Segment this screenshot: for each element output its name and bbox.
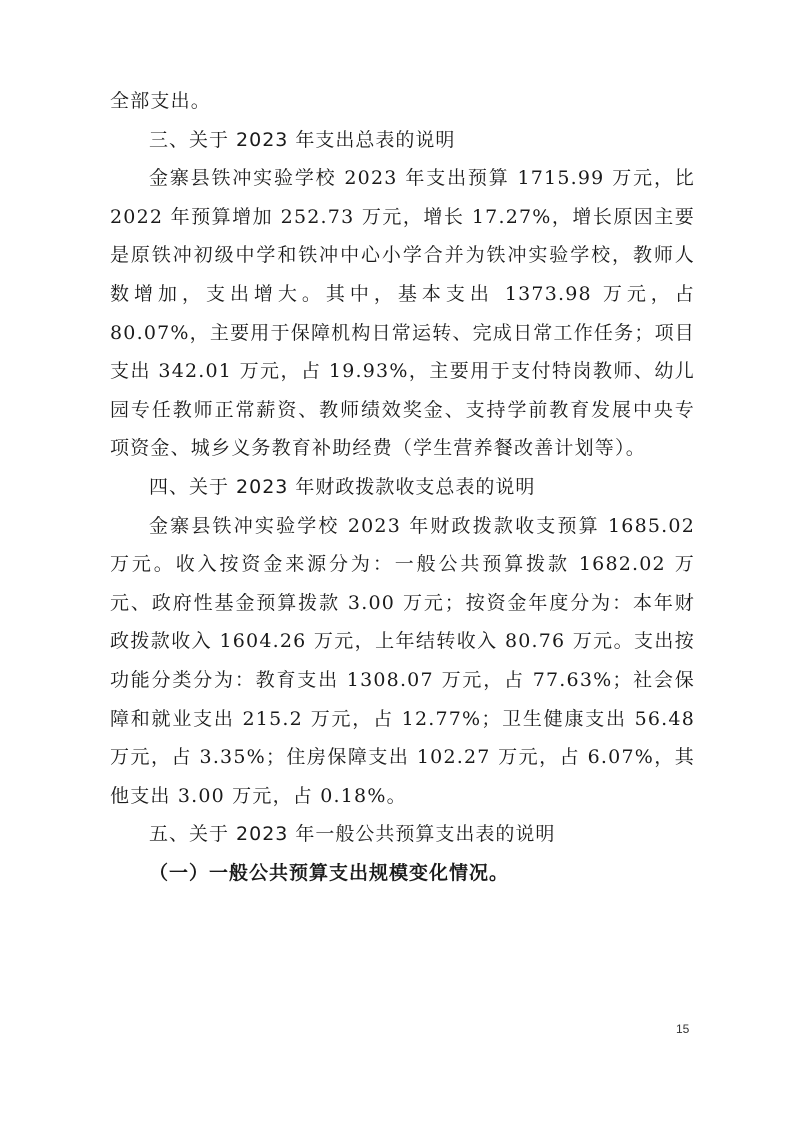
paragraph-continuation: 全部支出。 bbox=[110, 90, 212, 112]
subsection-heading-5-1: （一）一般公共预算支出规模变化情况。 bbox=[149, 861, 510, 884]
section-heading-5: 五、关于 2023 年一般公共预算支出表的说明 bbox=[149, 823, 556, 846]
paragraph-expenditure-summary: 金寨县铁冲实验学校 2023 年支出预算 1715.99 万元，比 2022 年预算增加 252.73 万元，增长 17.27%，增长原因主要是原铁冲初级中学和铁冲中心小学合并为铁冲实验学校，教师人数增加，支出增大。其中，基本支出 1373.98 万元，占 80.07%，主要用于保障机构日常运转、完成日常工作任务；项目支出 342.01 万元，占 19.93%，主要用于支付特岗教师、幼儿园专任教师正常薪资、教师绩效奖金、支持学前教育发展中央专项资金、城乡义务教育补助经费（学生营养餐改善计划等）。 bbox=[110, 167, 695, 460]
document-body bbox=[110, 82, 695, 892]
page-number: 15 bbox=[676, 1022, 690, 1036]
section-heading-4: 四、关于 2023 年财政拨款收支总表的说明 bbox=[149, 475, 536, 498]
section-heading-3: 三、关于 2023 年支出总表的说明 bbox=[149, 128, 456, 151]
paragraph-fiscal-appropriation: 金寨县铁冲实验学校 2023 年财政拨款收支预算 1685.02 万元。收入按资金来源分为：一般公共预算拨款 1682.02 万元、政府性基金预算拨款 3.00 万元；按资金年度分为：本年财政拨款收入 1604.26 万元，上年结转收入 80.76 万元。支出按功能分类分为：教育支出 1308.07 万元，占 77.63%；社会保障和就业支出 215.2 万元，占 12.77%；卫生健康支出 56.48 万元，占 3.35%；住房保障支出 102.27 万元，占 6.07%，其他支出 3.00 万元，占 0.18%。 bbox=[110, 514, 695, 807]
